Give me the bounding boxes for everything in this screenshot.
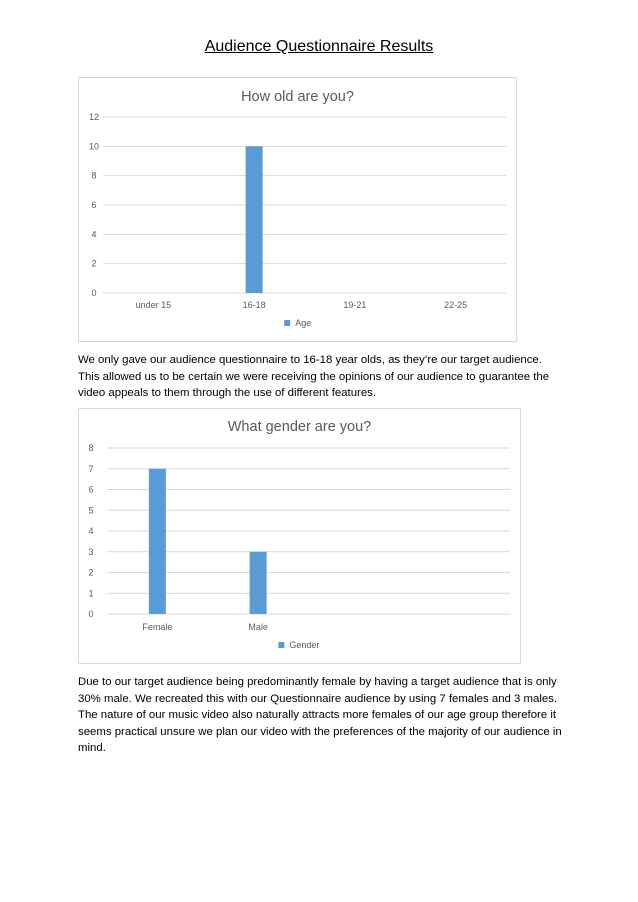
x-category-label: 16-18 [242, 300, 266, 310]
bar [250, 552, 267, 614]
y-tick-label: 4 [91, 229, 97, 240]
y-tick-label: 12 [88, 112, 100, 122]
paragraph-age-explanation: We only gave our audience questionnaire to 16-18 year olds, as they’re our target audience. This allowed us to be certain we were receiving the opinions of our audience to guarantee the video appeals to them through the use of different features. [78, 354, 550, 399]
y-tick-label: 6 [88, 484, 94, 495]
x-category-label: Male [248, 622, 268, 632]
legend-swatch [278, 642, 284, 648]
chart-title: How old are you? [241, 89, 354, 105]
x-category-label: under 15 [135, 300, 172, 310]
bar [149, 469, 166, 614]
y-tick-label: 0 [88, 609, 94, 619]
gender-chart [78, 408, 521, 664]
legend [284, 318, 311, 328]
chart-title: What gender are you? [227, 419, 372, 435]
y-tick-label: 0 [91, 288, 97, 298]
x-category-label: 22-25 [444, 300, 468, 310]
paragraph-gender-explanation: Due to our target audience being predominantly female by having a target audience that is only 30% male. We recreated this with our Questionnaire audience by using 7 females and 3 males. The nature of our music video also naturally attracts more females of our age group therefore it seems practical unsure we plan our video with the preferences of the majority of our audience in mind. [78, 676, 562, 754]
y-tick-label: 2 [88, 567, 94, 578]
age-chart [78, 77, 517, 342]
y-tick-label: 10 [88, 141, 100, 152]
y-tick-label: 8 [88, 443, 94, 453]
legend-swatch [284, 320, 290, 326]
bar [246, 146, 263, 293]
y-tick-label: 2 [91, 258, 97, 269]
y-tick-label: 6 [91, 200, 97, 210]
y-tick-label: 1 [88, 588, 94, 599]
legend [278, 640, 319, 650]
y-tick-label: 4 [88, 526, 94, 536]
x-category-label: Female [142, 622, 173, 632]
chart-svg [79, 409, 520, 663]
legend-label: Gender [289, 640, 320, 650]
x-category-label: 19-21 [343, 300, 367, 310]
y-tick-label: 3 [88, 546, 94, 557]
page-title: Audience Questionnaire Results [204, 38, 434, 55]
y-tick-label: 8 [91, 170, 97, 181]
y-tick-label: 7 [88, 463, 94, 474]
y-tick-label: 5 [88, 505, 94, 516]
legend-label: Age [295, 318, 312, 328]
chart-svg [79, 78, 516, 341]
